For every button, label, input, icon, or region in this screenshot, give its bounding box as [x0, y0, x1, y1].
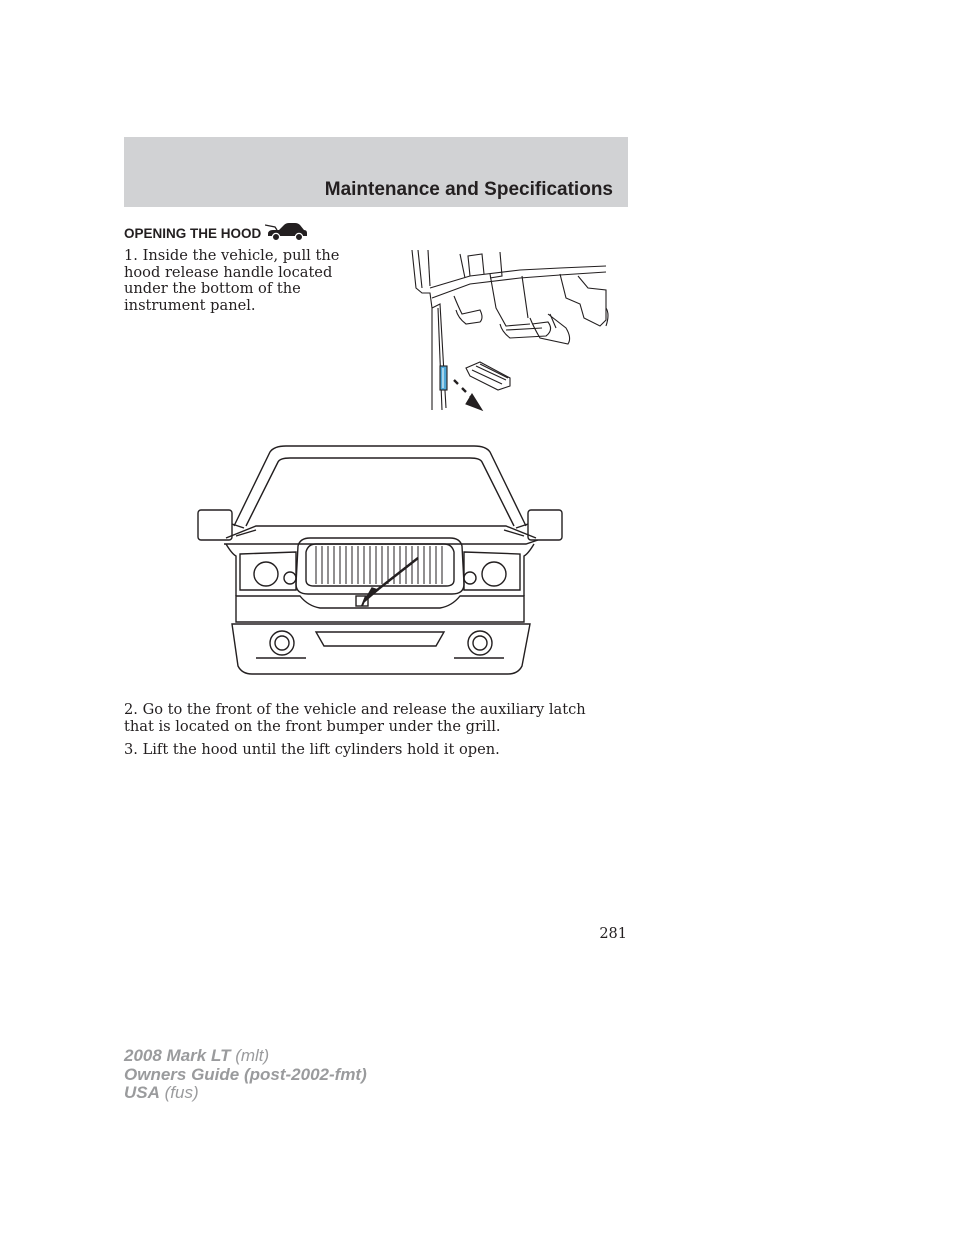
chapter-title: Maintenance and Specifications: [324, 179, 613, 200]
section-title: OPENING THE HOOD: [124, 226, 262, 241]
section-heading: [124, 222, 309, 245]
step-1-text: 1. Inside the vehicle, pull the hood release handle located under the bottom of the instrument panel.: [124, 247, 340, 314]
hood-release-illustration: [410, 248, 615, 417]
step-3-text: 3. Lift the hood until the lift cylinders hold it open.: [124, 741, 500, 758]
footer-market: USA: [124, 1083, 160, 1102]
footer-model: 2008 Mark LT: [124, 1046, 231, 1065]
footer-line-2: [124, 1066, 367, 1085]
truck-front-illustration: [196, 444, 566, 683]
footer-line-3: [124, 1084, 367, 1103]
footer-guide: Owners Guide (post-2002-fmt): [124, 1064, 367, 1084]
document-footer: [124, 1047, 367, 1103]
chapter-header: [124, 137, 628, 207]
footer-market-code: (fus): [164, 1083, 199, 1102]
footer-line-1: [124, 1047, 367, 1066]
page-number: 281: [599, 926, 627, 942]
footer-model-code: (mlt): [235, 1046, 270, 1065]
step-2-text: 2. Go to the front of the vehicle and release the auxiliary latch that is located on the front bumper under the grill.: [124, 701, 586, 735]
car-icon: [265, 222, 309, 245]
